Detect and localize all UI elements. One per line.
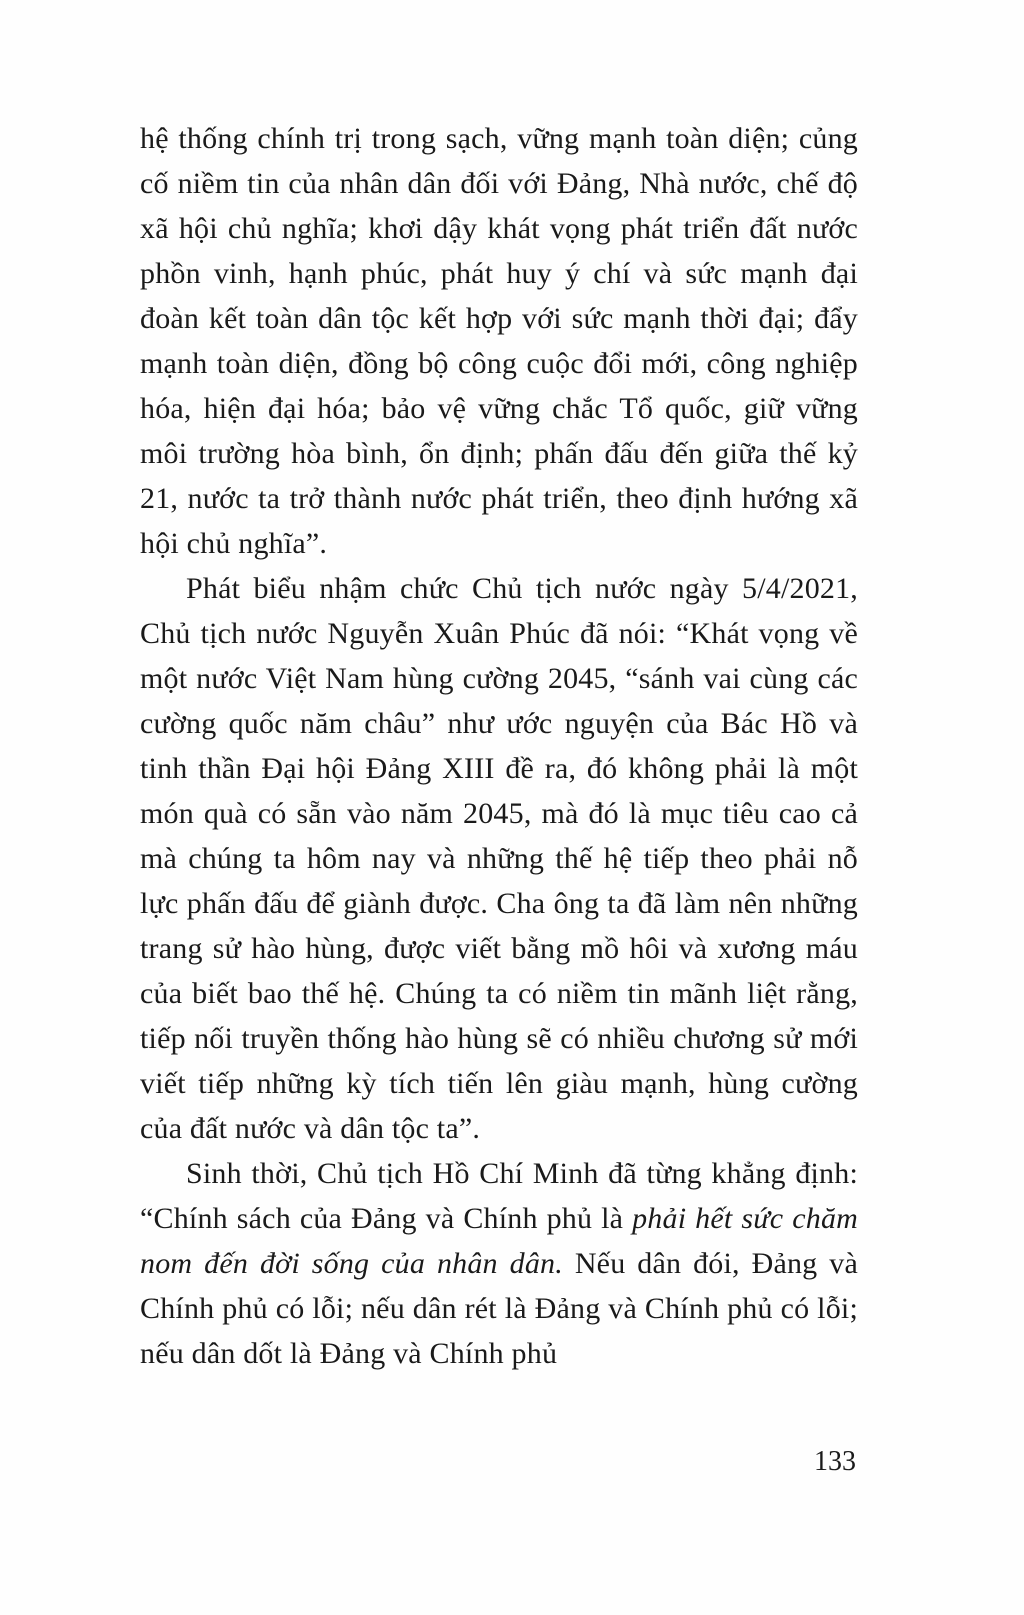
paragraph-1-text: hệ thống chính trị trong sạch, vững mạnh toàn diện; củng cố niềm tin của nhân dân đối với Đảng, Nhà nước, chế độ xã hội chủ nghĩa; khơi dậy khát vọng phát triển đất nước phồn vinh, hạnh phúc, phát huy ý chí và sức mạnh đại đoàn kết toàn dân tộc kết hợp với sức mạnh thời đại; đẩy mạnh toàn diện, đồng bộ công cuộc đổi mới, công nghiệp hóa, hiện đại hóa; bảo vệ vững chắc Tổ quốc, giữ vững môi trường hòa bình, ổn định; phấn đấu đến giữa thế kỷ 21, nước ta trở thành nước phát triển, theo định hướng xã hội chủ nghĩa”. [140, 122, 858, 560]
paragraph-3 [140, 1151, 858, 1376]
page-number: 133 [814, 1446, 856, 1477]
paragraph-1 [140, 116, 858, 566]
paragraph-3-text-end: Nếu dân đói, Đảng và Chính phủ có lỗi; nếu dân rét là Đảng và Chính phủ có lỗi; nếu dân dốt là Đảng và Chính phủ [140, 1247, 858, 1370]
paragraph-2 [140, 566, 858, 1151]
paragraph-2-text: Phát biểu nhậm chức Chủ tịch nước ngày 5/4/2021, Chủ tịch nước Nguyễn Xuân Phúc đã nói: “Khát vọng về một nước Việt Nam hùng cường 2045, “sánh vai cùng các cường quốc năm châu” như ước nguyện của Bác Hồ và tinh thần Đại hội Đảng XIII đề ra, đó không phải là một món quà có sẵn vào năm 2045, mà đó là mục tiêu cao cả mà chúng ta hôm nay và những thế hệ tiếp theo phải nỗ lực phấn đấu để giành được. Cha ông ta đã làm nên những trang sử hào hùng, được viết bằng mồ hôi và xương máu của biết bao thế hệ. Chúng ta có niềm tin mãnh liệt rằng, tiếp nối truyền thống hào hùng sẽ có nhiều chương sử mới viết tiếp những kỳ tích tiến lên giàu mạnh, hùng cường của đất nước và dân tộc ta”. [140, 572, 858, 1145]
paragraph-3-text-start: Sinh thời, Chủ tịch Hồ Chí Minh đã từng khẳng định: “Chính sách của Đảng và Chính phủ là [140, 1157, 858, 1235]
paragraph-3-italic-quote: phải hết sức chăm nom đến đời sống của nhân dân. [140, 1202, 859, 1280]
text-block [140, 116, 858, 1376]
